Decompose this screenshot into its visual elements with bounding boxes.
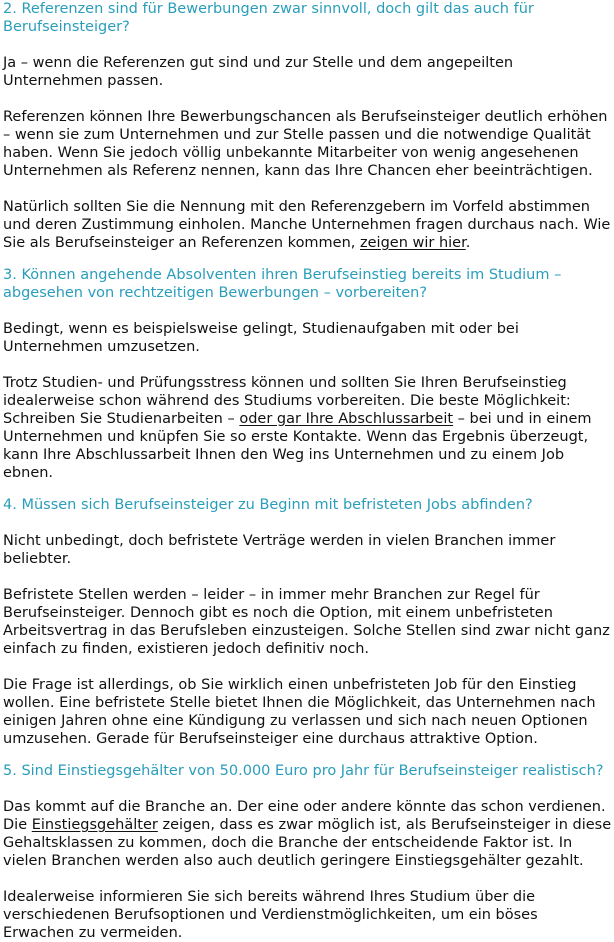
- faq-answer-4-paragraph-2: Die Frage ist allerdings, ob Sie wirklich einen unbefristeten Job für den Einstieg wollen. Eine befristete Stelle bietet Ihnen die Möglichkeit, das Unternehmen nach einigen Jahren ohne eine Kündigung zu verlassen und sich nach neuen Optionen umzusehen. Gerade für Berufseinsteiger eine durchaus attraktive Option.: [3, 677, 596, 747]
- paragraph-text: .: [465, 235, 471, 251]
- faq-answer-3-summary: Bedingt, wenn es beispielsweise gelingt, Studienaufgaben mit oder bei Unternehmen umzusetzen.: [3, 321, 519, 355]
- paragraph-text: – bei und in einem Unternehmen und knüpfen Sie so erste Kontakte. Wenn das Ergebnis überzeugt, kann Ihre Abschlussarbeit Ihnen den Weg ins Unternehmen und zu einem Job ebnen.: [3, 411, 592, 481]
- faq-question-5: 5. Sind Einstiegsgehälter von 50.000 Euro pro Jahr für Berufseinsteiger realistisch?: [3, 763, 604, 779]
- faq-answer-4-paragraph: Befristete Stellen werden – leider – in immer mehr Branchen zur Regel für Berufseinsteiger. Dennoch gibt es noch die Option, mit einem unbefristeten Arbeitsvertrag in das Berufsleben einzusteigen. Solche Stellen sind zwar nicht ganz einfach zu finden, existieren jedoch definitiv noch.: [3, 587, 610, 657]
- paragraph-text: zeigen, dass es zwar möglich ist, als Berufseinsteiger in diese Gehaltsklassen zu kommen, doch die Branche der entscheidende Faktor ist. In vielen Branchen werden also auch deutlich geringere Einstiegsgehälter gezahlt.: [3, 817, 612, 869]
- faq-answer-2-paragraph: Referenzen können Ihre Bewerbungschancen als Berufseinsteiger deutlich erhöhen – wenn sie zum Unternehmen und zur Stelle passen und die notwendige Qualität haben. Wenn Sie jedoch völlig unbekannte Mitarbeiter von wenig angesehenen Unternehmen als Referenz nennen, kann das Ihre Chancen eher beeinträchtigen.: [3, 109, 608, 179]
- faq-answer-3-paragraph: [3, 374, 613, 482]
- faq-answer-5-paragraph-2: Idealerweise informieren Sie sich bereits während Ihres Studium über die verschiedenen Berufsoptionen und Verdienstmöglichkeiten, um ein böses Erwachen zu vermeiden.: [3, 889, 538, 941]
- faq-answer-5-paragraph: [3, 798, 613, 870]
- einstiegsgehaelter-link[interactable]: Einstiegsgehälter: [31, 817, 158, 833]
- referenzen-link[interactable]: zeigen wir hier: [360, 235, 466, 251]
- faq-answer-2-summary: Ja – wenn die Referenzen gut sind und zur Stelle und dem angepeilten Unternehmen passen.: [3, 55, 514, 89]
- paragraph-text: Trotz Studien- und Prüfungsstress können und sollten Sie Ihren Berufseinstieg idealerweise schon während des Studiums vorbereiten. Die beste Möglichkeit: Schreiben Sie Studienarbeiten –: [3, 375, 571, 427]
- faq-answer-2-paragraph-links: [3, 198, 613, 252]
- faq-answer-4-summary: Nicht unbedingt, doch befristete Verträge werden in vielen Branchen immer beliebter.: [3, 533, 556, 567]
- faq-article: [3, 0, 613, 942]
- faq-question-4: 4. Müssen sich Berufseinsteiger zu Beginn mit befristeten Jobs abfinden?: [3, 497, 533, 513]
- faq-question-2: 2. Referenzen sind für Bewerbungen zwar sinnvoll, doch gilt das auch für Berufseinsteiger?: [3, 1, 534, 35]
- abschlussarbeit-link[interactable]: oder gar Ihre Abschlussarbeit: [239, 411, 454, 427]
- paragraph-text: Das kommt auf die Branche an. Der eine oder andere könnte das schon verdienen. Die: [3, 799, 606, 833]
- faq-question-3: 3. Können angehende Absolventen ihren Berufseinstieg bereits im Studium – abgesehen von rechtzeitigen Bewerbungen – vorbereiten?: [3, 267, 562, 301]
- paragraph-text: Natürlich sollten Sie die Nennung mit den Referenzgebern im Vorfeld abstimmen und deren Zustimmung einholen. Manche Unternehmen fragen durchaus nach. Wie Sie als Berufseinsteiger an Referenzen kommen,: [3, 199, 611, 251]
